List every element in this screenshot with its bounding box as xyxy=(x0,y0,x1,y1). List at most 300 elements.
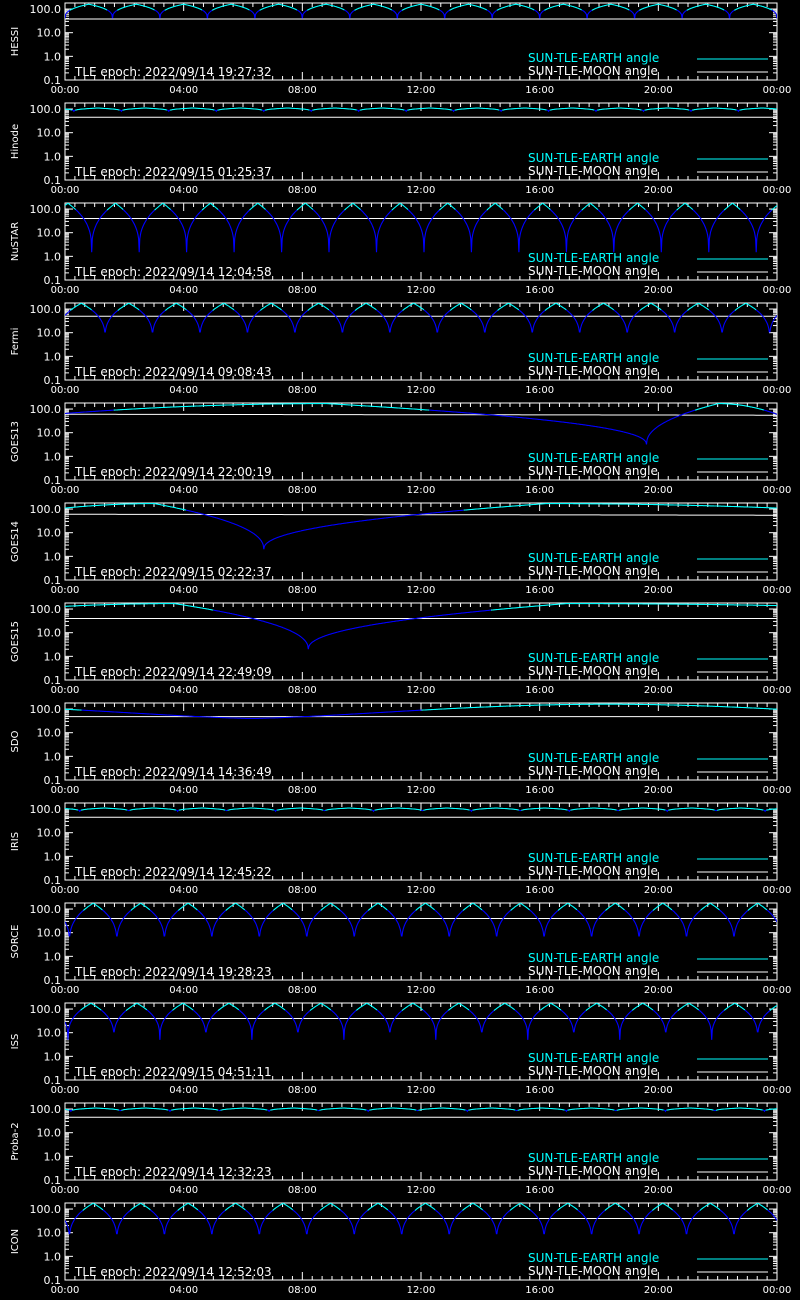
earth-angle-series xyxy=(558,904,577,911)
x-tick-label: 12:00 xyxy=(406,985,436,996)
earth-angle-series xyxy=(582,203,598,210)
earth-angle-series xyxy=(499,110,502,111)
x-tick-label: 00:00 xyxy=(50,785,80,796)
earth-angle-series xyxy=(653,904,672,911)
y-axis-label: Proba-2 xyxy=(10,1122,21,1161)
y-tick-label: 0.1 xyxy=(43,1174,61,1187)
earth-angle-series xyxy=(629,203,645,210)
x-tick-label: 00:00 xyxy=(50,485,80,496)
legend-earth-label: SUN-TLE-EARTH angle xyxy=(528,351,660,365)
y-tick-label: 0.1 xyxy=(43,1074,61,1087)
earth-angle-series xyxy=(368,1204,388,1211)
x-tick-label: 12:00 xyxy=(406,85,436,96)
y-tick-label: 1.0 xyxy=(43,750,61,764)
earth-angle-series xyxy=(455,108,500,110)
y-axis-label: HESSI xyxy=(10,26,21,57)
earth-angle-series xyxy=(435,910,464,936)
y-axis-label: NuSTAR xyxy=(10,221,21,262)
x-tick-label: 20:00 xyxy=(643,1085,673,1096)
x-tick-label: 12:00 xyxy=(406,585,436,596)
earth-angle-series xyxy=(234,310,260,332)
earth-angle-series xyxy=(452,110,455,111)
earth-angle-series xyxy=(402,1003,423,1010)
y-tick-label: 0.1 xyxy=(43,274,61,287)
earth-angle-series xyxy=(218,108,263,110)
x-tick-label: 00:00 xyxy=(762,785,792,796)
earth-angle-series xyxy=(519,810,521,811)
x-tick-label: 16:00 xyxy=(525,485,555,496)
earth-angle-series xyxy=(545,303,566,310)
x-tick-label: 20:00 xyxy=(643,1185,673,1196)
legend-moon-label: SUN-TLE-MOON angle xyxy=(528,64,658,78)
panel-svg xyxy=(0,900,800,1000)
x-tick-label: 16:00 xyxy=(525,185,555,196)
earth-angle-series xyxy=(81,808,127,810)
y-axis-label: GOES15 xyxy=(10,620,21,663)
y-tick-label: 100.0 xyxy=(29,103,61,117)
earth-angle-series xyxy=(172,1003,193,1010)
earth-angle-series xyxy=(565,1110,568,1111)
earth-angle-series xyxy=(515,1010,541,1040)
earth-angle-series xyxy=(65,604,213,611)
y-tick-label: 10.0 xyxy=(36,126,61,140)
legend-earth-label: SUN-TLE-EARTH angle xyxy=(528,751,660,765)
earth-angle-series xyxy=(424,310,450,332)
earth-angle-series xyxy=(423,808,469,810)
earth-angle-series xyxy=(331,1010,357,1040)
earth-angle-series xyxy=(218,210,249,253)
earth-angle-series xyxy=(297,10,307,19)
earth-angle-series xyxy=(582,10,592,19)
tle-epoch-text: TLE epoch: 2022/09/14 19:27:32 xyxy=(75,65,272,79)
y-tick-label: 10.0 xyxy=(36,926,61,940)
earth-angle-series xyxy=(625,1210,652,1234)
earth-angle-series xyxy=(677,203,693,210)
legend-moon-label: SUN-TLE-MOON angle xyxy=(528,664,658,678)
earth-angle-series xyxy=(308,303,329,310)
x-tick-label: 04:00 xyxy=(169,485,199,496)
x-tick-label: 00:00 xyxy=(50,1285,80,1296)
earth-angle-series xyxy=(292,910,321,936)
panel-sdo xyxy=(0,700,800,800)
y-tick-label: 10.0 xyxy=(36,26,61,40)
earth-angle-series xyxy=(642,110,645,111)
y-axis-label: Fermi xyxy=(10,327,21,356)
x-tick-label: 00:00 xyxy=(762,985,792,996)
y-tick-label: 1.0 xyxy=(43,950,61,964)
earth-angle-series xyxy=(147,1010,173,1040)
x-tick-label: 12:00 xyxy=(406,785,436,796)
earth-angle-series xyxy=(239,1010,265,1040)
panel-iris xyxy=(0,800,800,900)
y-tick-label: 0.1 xyxy=(43,874,61,887)
earth-angle-series xyxy=(692,108,737,110)
earth-angle-series xyxy=(78,810,81,811)
y-tick-label: 100.0 xyxy=(29,303,61,317)
earth-angle-series xyxy=(568,1108,615,1110)
earth-angle-series xyxy=(117,4,154,10)
earth-angle-series xyxy=(594,110,597,111)
y-tick-label: 10.0 xyxy=(36,326,61,340)
x-tick-label: 04:00 xyxy=(169,1185,199,1196)
earth-angle-series xyxy=(652,1204,672,1211)
x-tick-label: 20:00 xyxy=(643,385,673,396)
x-tick-label: 20:00 xyxy=(643,585,673,596)
earth-angle-series xyxy=(469,1108,516,1110)
panel-svg xyxy=(0,1000,800,1100)
earth-angle-series xyxy=(321,904,340,911)
y-axis-label: GOES14 xyxy=(10,520,21,563)
tle-epoch-text: TLE epoch: 2022/09/15 04:51:11 xyxy=(75,1065,272,1079)
earth-angle-series xyxy=(285,1010,310,1032)
x-tick-label: 00:00 xyxy=(762,85,792,96)
panel-svg xyxy=(0,0,800,100)
tle-epoch-text: TLE epoch: 2022/09/14 12:52:03 xyxy=(75,1265,272,1279)
x-tick-label: 16:00 xyxy=(525,385,555,396)
tle-epoch-text: TLE epoch: 2022/09/15 02:22:37 xyxy=(75,565,272,579)
earth-angle-series xyxy=(617,810,619,811)
legend-moon-label: SUN-TLE-MOON angle xyxy=(528,964,658,978)
earth-angle-series xyxy=(139,310,165,332)
earth-angle-series xyxy=(107,10,117,19)
panel-svg xyxy=(0,400,800,500)
y-tick-label: 1.0 xyxy=(43,450,61,464)
earth-angle-series xyxy=(76,210,107,253)
earth-angle-series xyxy=(521,808,567,810)
earth-angle-series xyxy=(519,310,545,332)
x-tick-label: 00:00 xyxy=(50,1185,80,1196)
x-tick-label: 00:00 xyxy=(50,1085,80,1096)
earth-angle-series xyxy=(515,1110,517,1111)
legend-earth-label: SUN-TLE-EARTH angle xyxy=(528,1051,660,1065)
earth-angle-series xyxy=(483,1210,510,1234)
y-axis-label: SDO xyxy=(10,730,21,753)
earth-angle-series xyxy=(435,1210,462,1234)
x-tick-label: 12:00 xyxy=(406,1085,436,1096)
earth-angle-series xyxy=(274,810,277,811)
earth-angle-series xyxy=(695,404,764,411)
x-tick-label: 16:00 xyxy=(525,885,555,896)
x-tick-label: 16:00 xyxy=(525,1085,555,1096)
earth-angle-series xyxy=(645,108,690,110)
earth-angle-series xyxy=(198,1210,225,1234)
earth-angle-series xyxy=(250,10,260,19)
x-tick-label: 00:00 xyxy=(762,1285,792,1296)
earth-angle-series xyxy=(119,1110,121,1111)
y-tick-label: 100.0 xyxy=(29,1203,61,1217)
x-tick-label: 00:00 xyxy=(50,85,80,96)
x-tick-label: 04:00 xyxy=(169,1085,199,1096)
earth-angle-series xyxy=(102,910,130,936)
earth-angle-series xyxy=(202,10,212,19)
y-tick-label: 100.0 xyxy=(29,1103,61,1117)
earth-angle-series xyxy=(75,108,120,110)
earth-angle-series xyxy=(360,108,405,110)
y-axis-label: ICON xyxy=(10,1228,21,1255)
x-tick-label: 00:00 xyxy=(762,885,792,896)
x-tick-label: 00:00 xyxy=(762,485,792,496)
y-tick-label: 0.1 xyxy=(43,74,61,87)
earth-angle-series xyxy=(534,10,544,19)
earth-angle-series xyxy=(653,1010,678,1032)
earth-angle-series xyxy=(415,1204,435,1211)
earth-angle-series xyxy=(598,210,630,253)
earth-angle-series xyxy=(179,808,225,810)
earth-angle-series xyxy=(763,810,766,811)
earth-angle-series xyxy=(282,310,308,332)
earth-angle-series xyxy=(329,310,355,332)
earth-angle-series xyxy=(345,203,361,210)
x-tick-label: 00:00 xyxy=(762,1085,792,1096)
earth-angle-series xyxy=(734,4,771,10)
earth-angle-series xyxy=(471,310,497,332)
earth-angle-series xyxy=(65,1109,69,1110)
panel-svg xyxy=(0,100,800,200)
earth-angle-series xyxy=(355,4,392,10)
panel-proba-2 xyxy=(0,1100,800,1200)
x-tick-label: 20:00 xyxy=(643,1285,673,1296)
x-tick-label: 08:00 xyxy=(287,485,317,496)
panel-svg xyxy=(0,1200,800,1300)
legend-moon-label: SUN-TLE-MOON angle xyxy=(528,464,658,478)
earth-angle-series xyxy=(267,1110,270,1111)
earth-angle-series xyxy=(107,203,123,210)
x-tick-label: 16:00 xyxy=(525,785,555,796)
earth-angle-series xyxy=(715,810,717,811)
earth-angle-series xyxy=(735,303,756,310)
y-tick-label: 10.0 xyxy=(36,526,61,540)
x-tick-label: 08:00 xyxy=(287,385,317,396)
y-tick-label: 10.0 xyxy=(36,626,61,640)
legend-earth-label: SUN-TLE-EARTH angle xyxy=(528,1151,660,1165)
earth-angle-series xyxy=(313,210,345,253)
earth-angle-series xyxy=(404,110,407,111)
earth-angle-series xyxy=(416,904,435,911)
earth-angle-series xyxy=(218,1003,239,1010)
legend-earth-label: SUN-TLE-EARTH angle xyxy=(528,851,660,865)
earth-angle-series xyxy=(221,1108,268,1110)
earth-angle-series xyxy=(312,108,357,110)
x-tick-label: 04:00 xyxy=(169,885,199,896)
earth-angle-series xyxy=(571,808,617,810)
earth-angle-series xyxy=(83,1204,103,1211)
earth-angle-series xyxy=(127,810,129,811)
earth-angle-series xyxy=(740,210,772,253)
panel-sorce xyxy=(0,900,800,1000)
earth-angle-series xyxy=(70,303,91,310)
legend-moon-label: SUN-TLE-MOON angle xyxy=(528,1264,658,1278)
earth-angle-series xyxy=(547,110,550,111)
x-tick-label: 12:00 xyxy=(406,1185,436,1196)
earth-angle-series xyxy=(550,210,582,253)
earth-angle-series xyxy=(592,4,629,10)
panel-goes15 xyxy=(0,600,800,700)
legend-earth-label: SUN-TLE-EARTH angle xyxy=(528,51,660,65)
x-tick-label: 04:00 xyxy=(169,585,199,596)
y-tick-label: 0.1 xyxy=(43,774,61,787)
earth-angle-series xyxy=(377,1010,402,1032)
earth-angle-series xyxy=(540,1003,561,1010)
earth-angle-series xyxy=(225,1204,245,1211)
legend-earth-label: SUN-TLE-EARTH angle xyxy=(528,251,660,265)
panel-icon xyxy=(0,1200,800,1300)
y-tick-label: 1.0 xyxy=(43,50,61,64)
y-tick-label: 100.0 xyxy=(29,503,61,517)
earth-angle-series xyxy=(80,1003,101,1010)
earth-angle-series xyxy=(421,810,423,811)
earth-angle-series xyxy=(666,810,669,811)
earth-angle-series xyxy=(387,910,416,936)
y-tick-label: 100.0 xyxy=(29,403,61,417)
y-tick-label: 100.0 xyxy=(29,803,61,817)
earth-angle-series xyxy=(320,1204,340,1211)
earth-angle-series xyxy=(645,210,676,253)
panel-goes13 xyxy=(0,400,800,500)
earth-angle-series xyxy=(763,1110,766,1111)
earth-angle-series xyxy=(366,1110,369,1111)
earth-angle-series xyxy=(593,303,614,310)
earth-angle-series xyxy=(226,904,245,911)
earth-angle-series xyxy=(737,110,740,111)
earth-angle-series xyxy=(310,1003,331,1010)
legend-earth-label: SUN-TLE-EARTH angle xyxy=(528,1251,660,1265)
y-tick-label: 1.0 xyxy=(43,550,61,564)
tle-epoch-text: TLE epoch: 2022/09/14 12:32:23 xyxy=(75,1165,272,1179)
x-tick-label: 00:00 xyxy=(762,685,792,696)
y-tick-label: 1.0 xyxy=(43,150,61,164)
x-tick-label: 08:00 xyxy=(287,285,317,296)
earth-angle-series xyxy=(262,110,265,111)
earth-angle-series xyxy=(661,310,687,332)
earth-angle-series xyxy=(497,4,534,10)
earth-angle-series xyxy=(130,808,176,810)
earth-angle-series xyxy=(245,910,273,936)
earth-angle-series xyxy=(714,1110,716,1111)
earth-angle-series xyxy=(103,1210,130,1234)
x-tick-label: 00:00 xyxy=(50,585,80,596)
legend-moon-label: SUN-TLE-MOON angle xyxy=(528,864,658,878)
x-tick-label: 08:00 xyxy=(287,1285,317,1296)
tle-epoch-text: TLE epoch: 2022/09/14 22:49:09 xyxy=(75,665,272,679)
y-tick-label: 100.0 xyxy=(29,1003,61,1017)
y-tick-label: 0.1 xyxy=(43,574,61,587)
earth-angle-series xyxy=(277,808,323,810)
tle-epoch-text: TLE epoch: 2022/09/14 19:28:23 xyxy=(75,965,272,979)
y-tick-label: 100.0 xyxy=(29,703,61,717)
earth-angle-series xyxy=(215,110,218,111)
panel-svg xyxy=(0,500,800,600)
earth-angle-series xyxy=(317,1110,319,1111)
earth-angle-series xyxy=(408,210,440,253)
earth-angle-series xyxy=(491,604,777,611)
earth-angle-series xyxy=(340,1210,367,1234)
earth-angle-series xyxy=(607,1010,633,1040)
earth-angle-series xyxy=(356,1003,377,1010)
x-tick-label: 12:00 xyxy=(406,285,436,296)
earth-angle-series xyxy=(260,4,297,10)
earth-angle-series xyxy=(466,1110,469,1111)
earth-angle-series xyxy=(416,1110,418,1111)
earth-angle-series xyxy=(65,504,186,511)
moon-angle-series xyxy=(65,414,777,415)
x-tick-label: 20:00 xyxy=(643,885,673,896)
legend-earth-label: SUN-TLE-EARTH angle xyxy=(528,651,660,665)
y-tick-label: 10.0 xyxy=(36,826,61,840)
panel-svg xyxy=(0,700,800,800)
y-axis-label: GOES13 xyxy=(10,420,21,463)
x-tick-label: 12:00 xyxy=(406,385,436,396)
earth-angle-series xyxy=(297,203,313,210)
earth-angle-series xyxy=(123,210,155,253)
earth-angle-series xyxy=(114,404,430,411)
earth-angle-series xyxy=(266,210,298,253)
x-tick-label: 16:00 xyxy=(525,285,555,296)
earth-angle-series xyxy=(677,10,687,19)
earth-angle-series xyxy=(518,1108,565,1110)
earth-angle-series xyxy=(92,310,118,332)
earth-angle-series xyxy=(293,1210,320,1234)
panel-nustar xyxy=(0,200,800,300)
y-tick-label: 10.0 xyxy=(36,726,61,740)
earth-angle-series xyxy=(372,810,375,811)
earth-angle-series xyxy=(118,303,139,310)
x-tick-label: 00:00 xyxy=(50,185,80,196)
earth-angle-series xyxy=(469,1010,494,1032)
earth-angle-series xyxy=(121,1108,168,1110)
y-tick-label: 100.0 xyxy=(29,903,61,917)
x-tick-label: 20:00 xyxy=(643,485,673,496)
earth-angle-series xyxy=(558,1204,578,1211)
earth-angle-series xyxy=(482,910,511,936)
x-tick-label: 20:00 xyxy=(643,85,673,96)
x-tick-label: 08:00 xyxy=(287,785,317,796)
x-tick-label: 04:00 xyxy=(169,685,199,696)
earth-angle-series xyxy=(717,808,763,810)
y-tick-label: 1.0 xyxy=(43,250,61,264)
tle-epoch-text: TLE epoch: 2022/09/14 12:04:58 xyxy=(75,265,272,279)
x-tick-label: 16:00 xyxy=(525,1185,555,1196)
earth-angle-series xyxy=(745,1010,770,1032)
y-tick-label: 10.0 xyxy=(36,426,61,440)
x-tick-label: 00:00 xyxy=(50,685,80,696)
y-tick-label: 1.0 xyxy=(43,850,61,864)
earth-angle-series xyxy=(72,1108,119,1110)
earth-angle-series xyxy=(171,210,203,253)
y-axis-label: Hinode xyxy=(10,123,21,160)
earth-angle-series xyxy=(764,410,777,414)
panel-hessi xyxy=(0,0,800,100)
earth-angle-series xyxy=(69,1110,72,1111)
x-tick-label: 08:00 xyxy=(287,185,317,196)
earth-angle-series xyxy=(168,1110,171,1111)
earth-angle-series xyxy=(225,810,227,811)
legend-earth-label: SUN-TLE-EARTH angle xyxy=(528,951,660,965)
y-tick-label: 100.0 xyxy=(29,3,61,17)
x-tick-label: 04:00 xyxy=(169,285,199,296)
earth-angle-series xyxy=(614,310,640,332)
x-tick-label: 12:00 xyxy=(406,685,436,696)
x-tick-label: 08:00 xyxy=(287,85,317,96)
y-tick-label: 0.1 xyxy=(43,474,61,487)
earth-angle-series xyxy=(264,1003,285,1010)
x-tick-label: 08:00 xyxy=(287,985,317,996)
earth-angle-series xyxy=(439,10,449,19)
earth-angle-series xyxy=(606,904,625,911)
x-tick-label: 20:00 xyxy=(643,785,673,796)
earth-angle-series xyxy=(709,310,735,332)
legend-moon-label: SUN-TLE-MOON angle xyxy=(528,564,658,578)
earth-angle-series xyxy=(176,810,179,811)
